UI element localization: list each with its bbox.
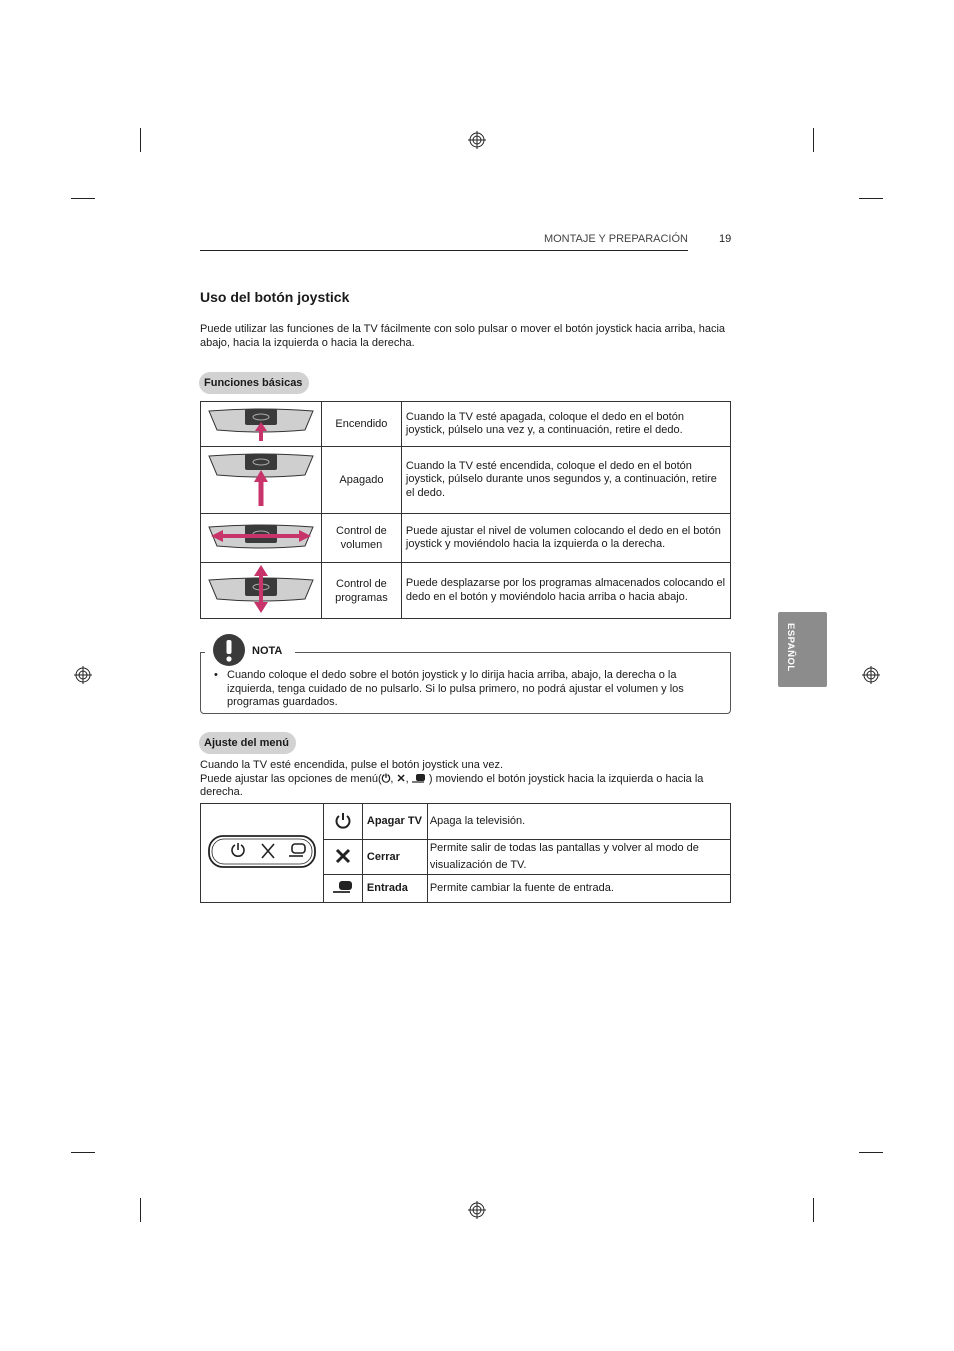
section-header: MONTAJE Y PREPARACIÓN xyxy=(543,233,688,245)
joystick-long-press-icon xyxy=(205,448,317,510)
power-icon: ⏻ xyxy=(381,772,391,785)
note-bullet: • xyxy=(214,669,218,681)
warning-icon xyxy=(213,634,245,666)
joystick-illustration xyxy=(201,402,322,447)
table-row xyxy=(201,804,731,840)
joystick-left-right-icon xyxy=(205,517,317,557)
function-name: Control de volumen xyxy=(321,514,401,563)
function-name: Control de programas xyxy=(321,563,401,619)
input-icon xyxy=(332,880,354,894)
option-description: Apaga la televisión. xyxy=(427,804,730,840)
function-name: Apagado xyxy=(321,447,401,514)
table-row xyxy=(201,563,731,619)
header-rule xyxy=(200,250,688,251)
option-label: Apagar TV xyxy=(362,804,427,840)
crop-mark xyxy=(859,1152,883,1153)
language-tab-label: ESPAÑOL xyxy=(785,623,796,672)
menu-line-2: Puede ajustar las opciones de menú(⏻, ✕, ) moviendo el botón joystick hacia la izquierda o hacia la derecha. xyxy=(200,772,704,798)
crop-mark xyxy=(813,128,814,152)
registration-mark-icon xyxy=(467,1200,487,1220)
function-description: Cuando la TV esté apagada, coloque el dedo en el botón joystick, púlselo una vez y, a continuación, retire el dedo. xyxy=(401,402,730,447)
table-row xyxy=(201,514,731,563)
crop-mark xyxy=(71,198,95,199)
joystick-up-down-icon xyxy=(205,563,317,615)
joystick-press-icon xyxy=(205,403,317,443)
menu-line-1: Cuando la TV esté encendida, pulse el botón joystick una vez. xyxy=(200,759,504,771)
basic-functions-table xyxy=(200,401,731,619)
option-label: Cerrar xyxy=(362,840,427,875)
registration-mark-icon xyxy=(73,665,93,685)
joystick-illustration xyxy=(201,514,322,563)
page-number: 19 xyxy=(719,233,732,245)
close-icon: ✕ xyxy=(396,772,406,785)
power-icon xyxy=(334,811,352,829)
page-title: Uso del botón joystick xyxy=(200,289,350,305)
joystick-illustration xyxy=(201,447,322,514)
function-name: Encendido xyxy=(321,402,401,447)
option-label: Entrada xyxy=(362,875,427,903)
note-item xyxy=(214,669,719,710)
menu-instructions xyxy=(200,759,730,800)
option-description: Permite cambiar la fuente de entrada. xyxy=(427,875,730,903)
table-row xyxy=(201,402,731,447)
function-description: Puede ajustar el nivel de volumen colocando el dedo en el botón joystick y moviéndolo hacia la izquierda o la derecha. xyxy=(401,514,730,563)
option-description: Permite salir de todas las pantallas y volver al modo de visualización de TV. xyxy=(427,840,730,875)
menu-options-table xyxy=(200,803,731,903)
registration-mark-icon xyxy=(467,130,487,150)
crop-mark xyxy=(813,1198,814,1222)
input-icon xyxy=(412,773,426,787)
note-text: Cuando coloque el dedo sobre el botón joystick y lo dirija hacia arriba, abajo, la derecha o la izquierda, tenga cuidado de no pulsarlo. Si lo pulsa primero, no podrá ajustar el volumen y los programas guardados. xyxy=(227,669,684,708)
function-description: Puede desplazarse por los programas almacenados colocando el dedo en el botón y moviéndolo hacia arriba o hacia abajo. xyxy=(401,563,730,619)
basic-functions-heading: Funciones básicas xyxy=(199,372,309,394)
close-icon xyxy=(334,847,352,865)
table-row xyxy=(201,447,731,514)
function-description: Cuando la TV esté encendida, coloque el dedo en el botón joystick, púlselo durante unos segundos y, a continuación, retire el dedo. xyxy=(401,447,730,514)
crop-mark xyxy=(140,128,141,152)
joystick-illustration xyxy=(201,563,322,619)
registration-mark-icon xyxy=(861,665,881,685)
crop-mark xyxy=(71,1152,95,1153)
note-label: NOTA xyxy=(252,645,283,657)
crop-mark xyxy=(859,198,883,199)
crop-mark xyxy=(140,1198,141,1222)
intro-paragraph: Puede utilizar las funciones de la TV fácilmente con solo pulsar o mover el botón joystick hacia arriba, hacia abajo, hacia la izquierda o hacia la derecha. xyxy=(200,323,726,349)
menu-heading: Ajuste del menú xyxy=(199,732,296,754)
menu-panel-icon xyxy=(207,834,317,870)
menu-panel-illustration xyxy=(201,804,324,903)
